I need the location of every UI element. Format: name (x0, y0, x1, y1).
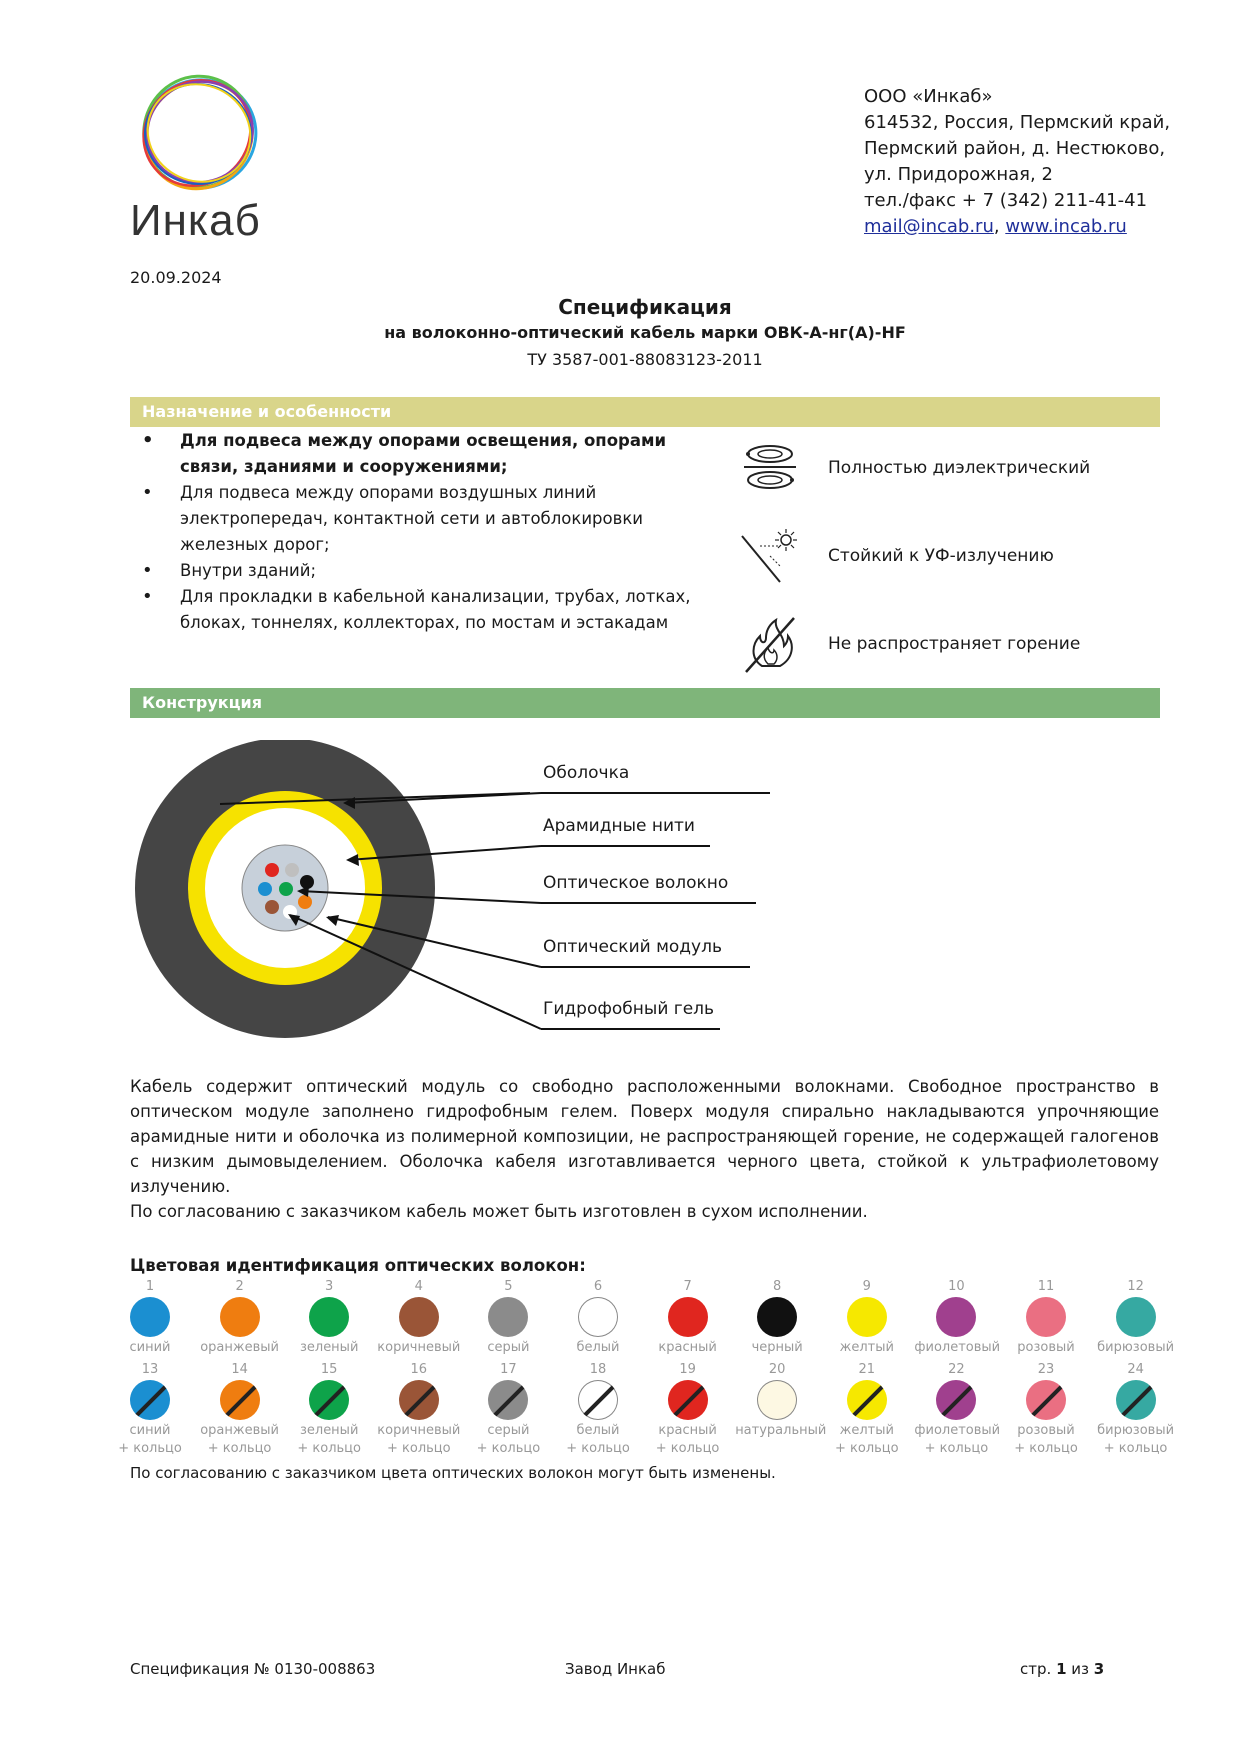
footer-spec-number: Спецификация № 0130-008863 (130, 1660, 376, 1678)
list-item: • Для прокладки в кабельной канализации, трубах, лотках, блоках, тоннелях, коллекторах, по мостам и эстакадам (130, 584, 720, 636)
color-id-title: Цветовая идентификация оптических волокон: (130, 1256, 586, 1275)
fiber-color-dot (399, 1297, 439, 1337)
fiber-swatch (466, 1362, 550, 1458)
feature-dielectric (740, 438, 1170, 508)
fiber-swatch (825, 1362, 909, 1458)
label-module: Оптический модуль (543, 937, 722, 957)
fiber-ring-suffix: + кольцо (476, 1441, 541, 1456)
fiber-ring-suffix: + кольцо (386, 1441, 451, 1456)
spec-standard: ТУ 3587-001-88083123-2011 (527, 350, 763, 369)
fiber-color-dot (488, 1380, 528, 1420)
fiber-number: 9 (862, 1279, 871, 1294)
label-gel: Гидрофобный гель (543, 999, 715, 1019)
fiber-number: 2 (235, 1279, 244, 1294)
fiber-color-dot (578, 1297, 618, 1337)
color-change-note: По согласованию с заказчиком цвета оптических волокон могут быть изменены. (130, 1464, 776, 1482)
fiber-color-name: оранжевый (200, 1423, 279, 1438)
fiber-number: 8 (773, 1279, 782, 1294)
company-address-2: Пермский район, д. Нестюково, (864, 138, 1166, 159)
label-fiber: Оптическое волокно (543, 873, 729, 893)
fiber-color-name: желтый (839, 1423, 894, 1438)
fiber-number: 17 (500, 1362, 517, 1377)
fiber-color-dot (309, 1380, 349, 1420)
fiber-color-dot (757, 1380, 797, 1420)
fiber-number: 22 (948, 1362, 965, 1377)
fiber-color-name: фиолетовый (914, 1423, 1001, 1438)
dielectric-icon (740, 438, 800, 498)
fiber-color-dot (936, 1380, 976, 1420)
fiber-color-dot (757, 1297, 797, 1337)
fiber-color-name: синий (129, 1423, 171, 1438)
fiber-color-dot (668, 1380, 708, 1420)
fiber-number: 4 (414, 1279, 423, 1294)
fiber-color-dot (220, 1380, 260, 1420)
fiber-ring-mark (1116, 1380, 1155, 1420)
footer-factory: Завод Инкаб (565, 1660, 666, 1678)
fiber-number: 3 (325, 1279, 334, 1294)
fiber-swatch (466, 1279, 550, 1357)
fiber-color-name: белый (576, 1340, 620, 1355)
fiber-color-dot (936, 1297, 976, 1337)
website-link[interactable]: www.incab.ru (1005, 216, 1127, 237)
fiber-swatch (1094, 1362, 1178, 1458)
fiber-color-name: серый (487, 1423, 530, 1438)
footer-page-number: стр. 1 из 3 (1020, 1660, 1105, 1678)
fiber-ring-suffix: + кольцо (1014, 1441, 1078, 1456)
fiber-number: 7 (683, 1279, 692, 1294)
page-subtitle: на волоконно-оптический кабель марки ОВК-А-нг(А)-HF (384, 323, 906, 342)
fiber-number: 15 (320, 1362, 338, 1377)
fiber-color-name: коричневый (377, 1423, 461, 1438)
dry-version-note: По согласованию с заказчиком кабель может быть изготовлен в сухом исполнении. (130, 1202, 868, 1221)
fiber-ring-mark (400, 1380, 439, 1420)
fiber-number: 11 (1037, 1279, 1055, 1294)
fiber-ring-suffix: + кольцо (566, 1441, 630, 1456)
section-header-construction: Конструкция (130, 688, 1160, 718)
list-item: • Внутри зданий; (130, 558, 720, 584)
fiber-swatch (556, 1362, 640, 1458)
incab-logo-rings (128, 72, 268, 197)
fiber-color-dot (309, 1297, 349, 1337)
fiber-swatch (287, 1279, 371, 1357)
fiber-ring-mark (668, 1380, 707, 1420)
company-address-1: 614532, Россия, Пермский край, (864, 112, 1171, 133)
flame-retardant-icon (740, 614, 800, 674)
fiber-ring-suffix: + кольцо (834, 1441, 899, 1456)
uses-list (130, 428, 720, 636)
fiber-swatch (377, 1279, 461, 1357)
fiber-number: 24 (1127, 1362, 1144, 1377)
document-date: 20.09.2024 (130, 268, 222, 287)
fiber-ring-suffix: + кольцо (924, 1441, 989, 1456)
feature-label: Не распространяет горение (828, 634, 1081, 654)
fiber-number: 6 (593, 1279, 603, 1294)
feature-label: Стойкий к УФ-излучению (828, 546, 1054, 566)
uv-resistant-icon (740, 526, 800, 586)
fiber-swatch (377, 1362, 461, 1458)
fiber-number: 14 (231, 1362, 248, 1377)
fiber-swatch (108, 1362, 192, 1458)
label-sheath: Оболочка (543, 763, 630, 783)
fiber-ring-mark (310, 1380, 349, 1420)
fiber-number: 18 (589, 1362, 607, 1377)
fiber-swatch (1004, 1362, 1088, 1458)
fiber-swatch (198, 1362, 282, 1458)
fiber-ring-suffix: + кольцо (207, 1441, 272, 1456)
fiber-swatch (646, 1362, 730, 1458)
fiber-color-name: желтый (839, 1340, 894, 1355)
fiber-ring-suffix: + кольцо (118, 1441, 182, 1456)
fiber-swatch (198, 1279, 282, 1357)
fiber-color-name: фиолетовый (914, 1340, 1001, 1355)
fiber-number: 21 (858, 1362, 876, 1377)
fiber-swatch (825, 1279, 909, 1357)
fiber-color-name: розовый (1017, 1340, 1075, 1355)
fiber-ring-mark (131, 1380, 170, 1420)
fiber-swatch (735, 1279, 819, 1357)
fiber-ring-suffix: + кольцо (655, 1441, 720, 1456)
fiber-color-dot (1026, 1297, 1066, 1337)
fiber-ring-mark (848, 1380, 887, 1420)
fiber-ring-mark (937, 1380, 976, 1420)
fiber-number: 5 (504, 1279, 513, 1294)
fiber-color-dot (1116, 1297, 1156, 1337)
fiber-color-name: черный (751, 1340, 803, 1355)
description-paragraph: Кабель содержит оптический модуль со свободно расположенными волокнами. Свободное пространство в оптическом модуле заполнено гидрофобным гелем. Поверх модуля спирально накладываются упрочняющие арамидные нити и оболочка из полимерной композиции, не распространяющей горение, не содержащей галогенов с низким дымовыделением. Оболочка кабеля изготавливается черного цвета, стойкой к ультрафиолетовому излучению. (130, 1077, 1159, 1196)
fiber-swatch (1004, 1279, 1088, 1357)
company-info: ООО «Инкаб» 614532, Россия, Пермский край, Пермский район, д. Нестюково, ул. Придорожная, 2 тел./факс + 7 (342) 211-41-41 mail@incab.ru, www.incab.ru (864, 86, 1171, 237)
cable-description (130, 1074, 1159, 1224)
label-aramid: Арамидные нити (543, 816, 695, 836)
fiber-color-name: белый (576, 1423, 620, 1438)
fiber-color-dot (668, 1297, 708, 1337)
fiber-color-name: бирюзовый (1097, 1340, 1175, 1355)
fiber-swatch (287, 1362, 371, 1458)
fiber-ring-mark (1027, 1380, 1066, 1420)
fiber-color-name: бирюзовый (1097, 1423, 1175, 1438)
fiber-color-dot (1116, 1380, 1156, 1420)
fiber-color-name: зеленый (299, 1340, 359, 1355)
company-address-3: ул. Придорожная, 2 (864, 164, 1053, 185)
fiber-color-dot (578, 1380, 618, 1420)
feature-uv (740, 526, 1170, 596)
fiber-color-name: оранжевый (200, 1340, 279, 1355)
fiber-ring-mark (579, 1380, 618, 1420)
fiber-color-name: натуральный (735, 1423, 827, 1438)
list-item: • Для подвеса между опорами освещения, опорами связи, зданиями и сооружениями; (130, 428, 720, 480)
fiber-color-dot (488, 1297, 528, 1337)
fiber-color-name: зеленый (299, 1423, 359, 1438)
fiber-number: 10 (948, 1279, 965, 1294)
fiber-color-name: розовый (1017, 1423, 1075, 1438)
feature-flame (740, 614, 1170, 684)
fiber-number: 20 (768, 1362, 786, 1377)
email-link[interactable]: mail@incab.ru (864, 216, 994, 237)
fiber-swatch (914, 1279, 1001, 1357)
fiber-number: 19 (679, 1362, 696, 1377)
fiber-number: 12 (1127, 1279, 1144, 1294)
fiber-number: 13 (141, 1362, 159, 1377)
fiber-ring-mark (489, 1380, 528, 1420)
fiber-color-dot (1026, 1380, 1066, 1420)
fiber-color-name: серый (487, 1340, 530, 1355)
feature-label: Полностью диэлектрический (828, 458, 1091, 478)
fiber-ring-mark (220, 1380, 259, 1420)
fiber-swatch (735, 1362, 827, 1440)
fiber-color-dot (399, 1380, 439, 1420)
fiber-color-dot (130, 1297, 170, 1337)
fiber-ring-suffix: + кольцо (297, 1441, 361, 1456)
fiber-swatch (646, 1279, 730, 1357)
company-phone: тел./факс + 7 (342) 211-41-41 (864, 190, 1148, 211)
fiber-color-name: красный (658, 1340, 717, 1355)
page-title: Спецификация (558, 295, 732, 319)
fiber-swatch (108, 1279, 192, 1357)
fiber-ring-suffix: + кольцо (1103, 1441, 1168, 1456)
fiber-color-dot (847, 1297, 887, 1337)
fiber-swatch (1094, 1279, 1178, 1357)
incab-logo-text: Инкаб (130, 196, 261, 245)
company-name: ООО «Инкаб» (864, 86, 993, 107)
fiber-number: 16 (410, 1362, 428, 1377)
fiber-color-name: синий (129, 1340, 171, 1355)
fiber-color-dot (847, 1380, 887, 1420)
fiber-color-dot (220, 1297, 260, 1337)
fiber-number: 23 (1037, 1362, 1055, 1377)
fiber-color-name: красный (658, 1423, 717, 1438)
fiber-swatch (556, 1279, 640, 1357)
fiber-color-dot (130, 1380, 170, 1420)
list-item: • Для подвеса между опорами воздушных линий электропередач, контактной сети и автоблокировки железных дорог; (130, 480, 720, 558)
fiber-swatch (914, 1362, 1001, 1458)
section-header-purpose: Назначение и особенности (130, 397, 1160, 427)
fiber-number: 1 (145, 1279, 155, 1294)
fiber-color-name: коричневый (377, 1340, 461, 1355)
